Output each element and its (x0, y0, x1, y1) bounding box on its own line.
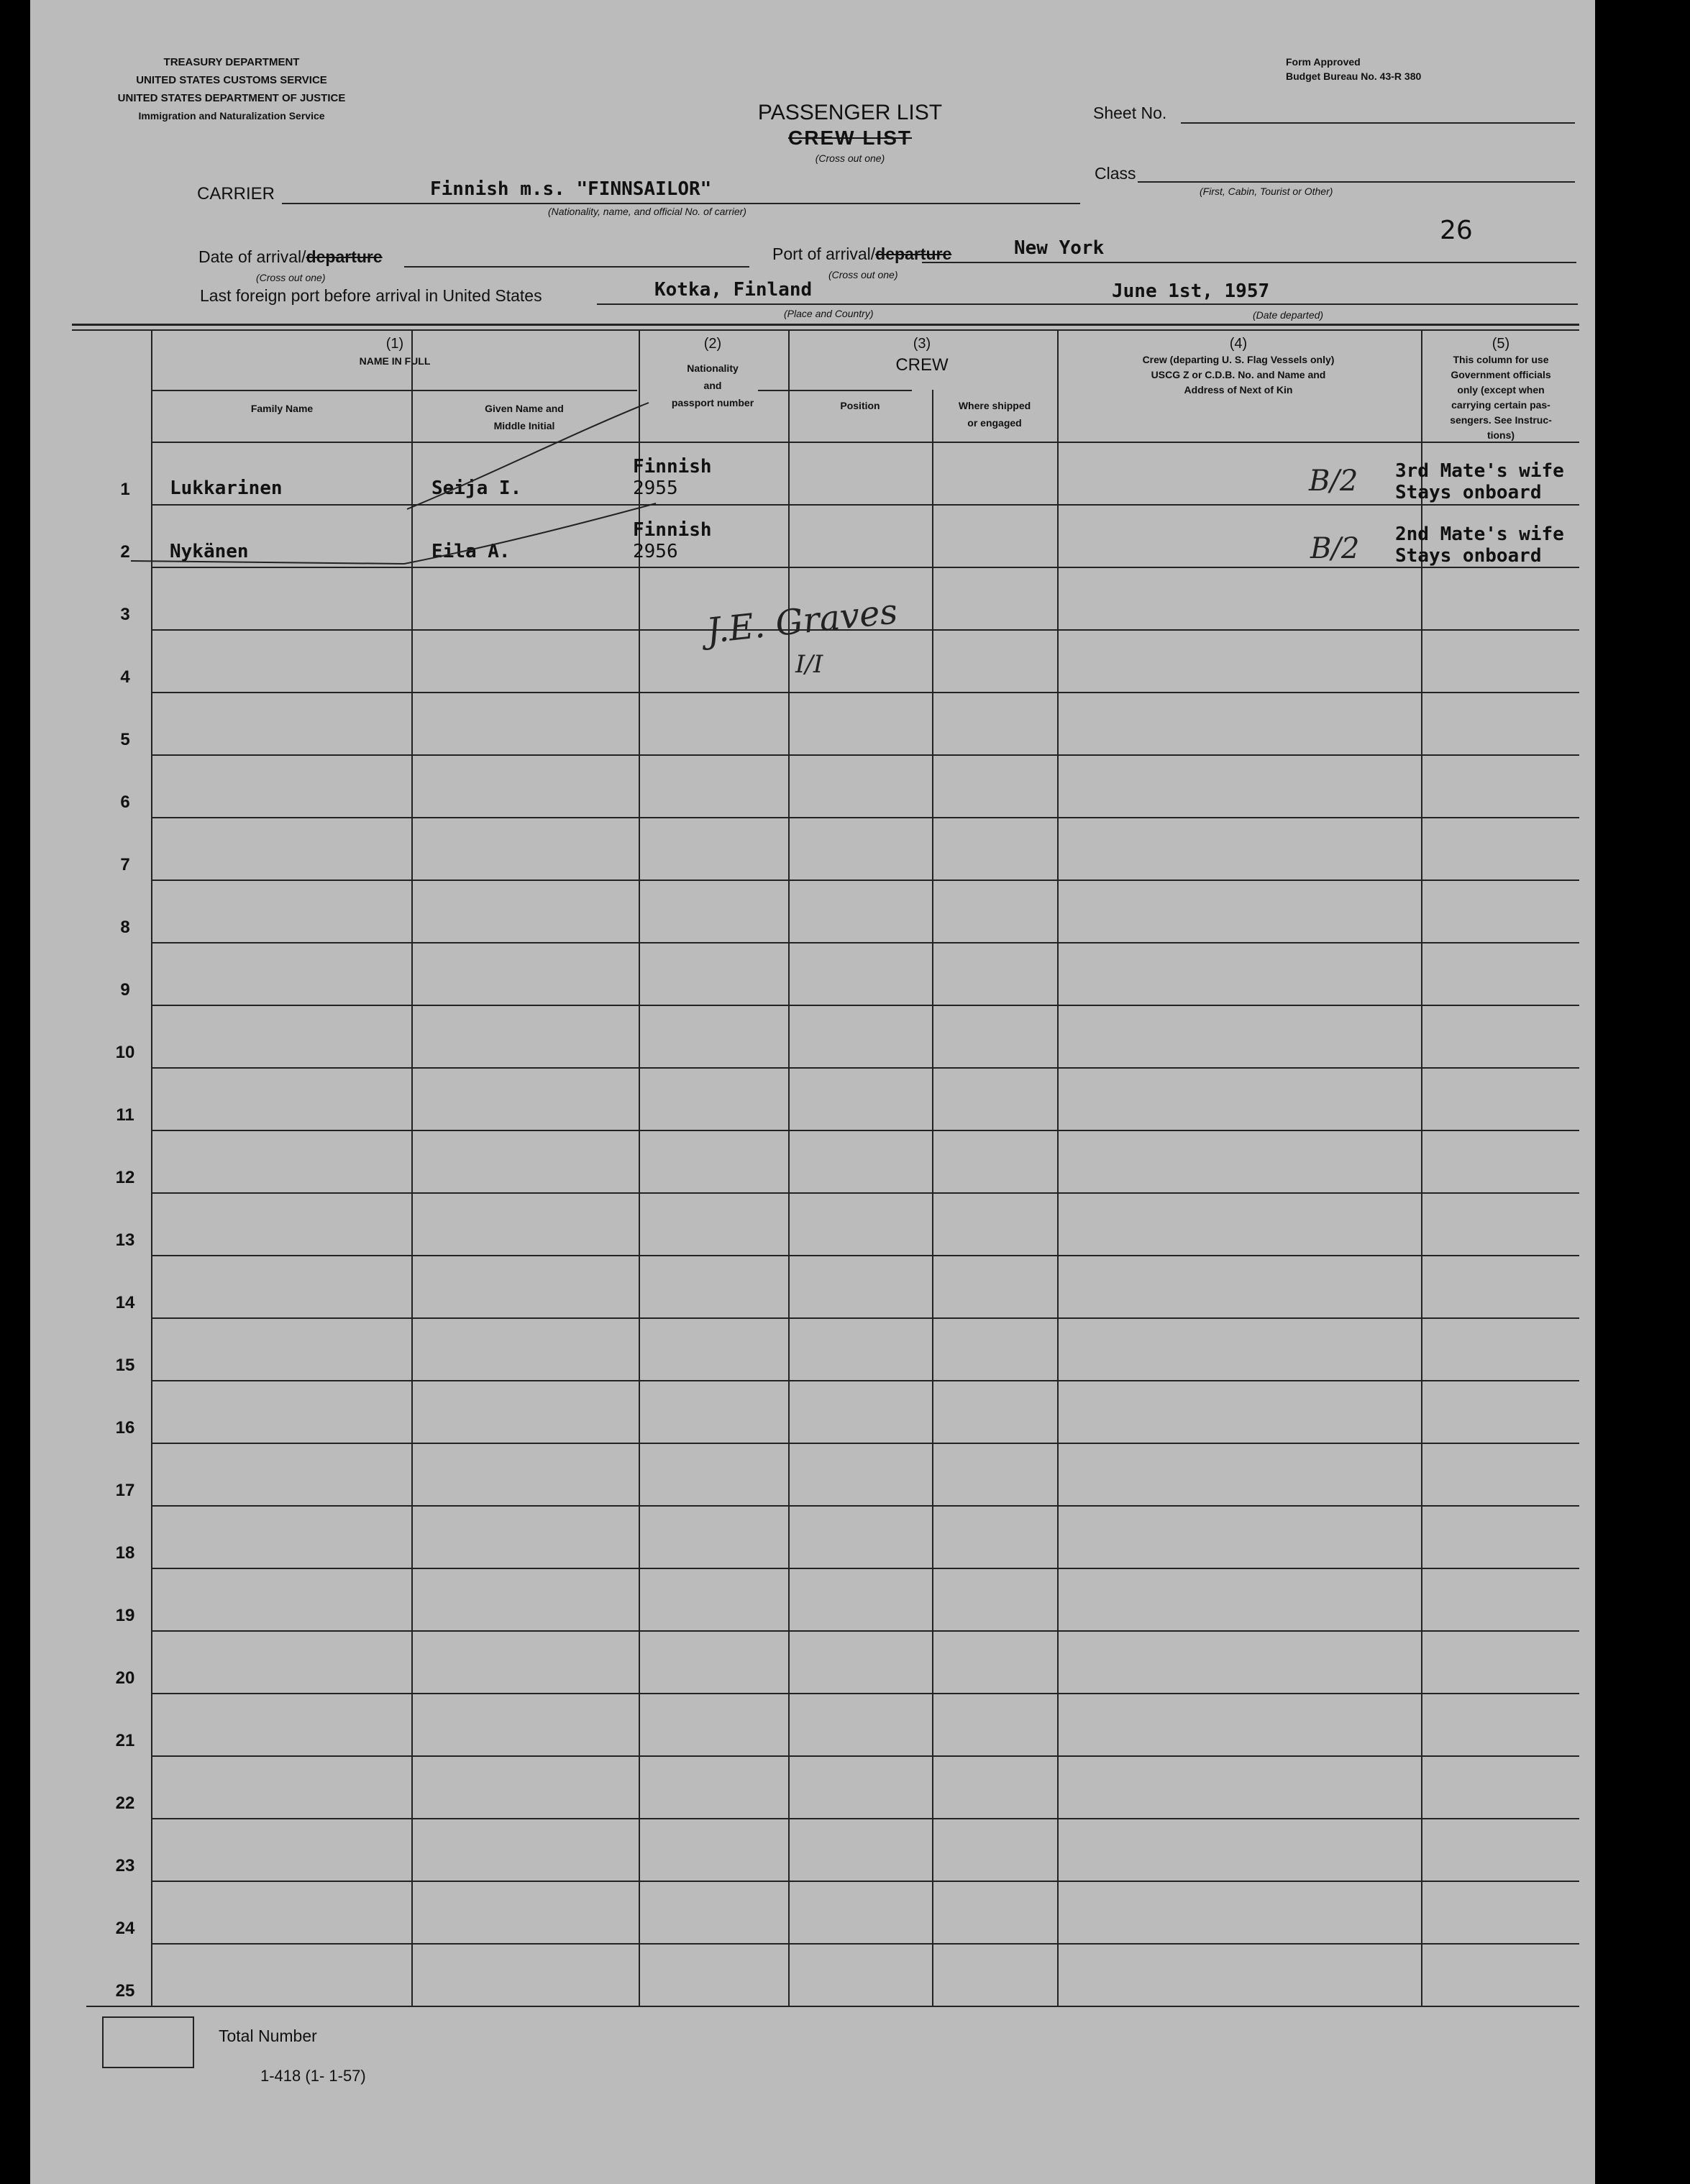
col4-l2: USCG Z or C.D.B. No. and Name and (1151, 369, 1326, 380)
last-port-value: Kotka, Finland (654, 279, 813, 301)
row1-note1: 3rd Mate's wife (1395, 460, 1564, 482)
initials: I/I (795, 650, 823, 679)
col2-l3: passport number (671, 397, 754, 408)
passenger-list-sheet (30, 0, 1595, 2184)
position-header: Position (840, 400, 880, 411)
row-number: 6 (120, 792, 130, 812)
date-departed-value: June 1st, 1957 (1112, 280, 1270, 302)
row-number: 21 (115, 1731, 135, 1750)
col5-l1: This column for use (1453, 354, 1549, 365)
port-value: New York (1014, 237, 1105, 259)
signature: J.E. Graves (704, 591, 900, 652)
family-header: Family Name (250, 403, 314, 414)
date-arrival-text: Date of arrival/ (198, 247, 306, 266)
class-label: Class (1095, 164, 1136, 183)
row1-nationality: Finnish (633, 456, 712, 478)
row-number: 3 (120, 605, 130, 624)
row-number: 15 (115, 1356, 135, 1375)
row-number: 4 (120, 667, 130, 687)
col1-title: NAME IN FULL (359, 355, 431, 367)
col4-l3: Address of Next of Kin (1184, 384, 1293, 396)
col2-l2: and (703, 380, 722, 391)
row-number: 22 (115, 1794, 135, 1813)
form-title: PASSENGER LIST (757, 101, 943, 124)
row1-family: Lukkarinen (170, 478, 283, 499)
carrier-caption: (Nationality, name, and official No. of carrier) (548, 206, 746, 217)
where-l1: Where shipped (958, 400, 1031, 411)
row2-given: Eila A. (431, 541, 511, 562)
row-number: 9 (120, 980, 130, 1000)
row-number: 7 (120, 855, 130, 874)
date-arrival-caption: (Cross out one) (256, 272, 326, 283)
row1-note2: Stays onboard (1395, 482, 1542, 503)
row-number: 2 (120, 542, 130, 562)
port-crossed: departure (875, 245, 952, 263)
date-arrival-crossed: departure (306, 247, 383, 266)
row2-passport: 2956 (633, 541, 678, 562)
row-number: 17 (115, 1481, 135, 1500)
row-number: 11 (116, 1105, 134, 1125)
row1-stroke (407, 403, 649, 509)
col5-num: (5) (1492, 336, 1510, 352)
agency-customs: UNITED STATES CUSTOMS SERVICE (136, 74, 327, 86)
row2-note2: Stays onboard (1395, 545, 1542, 567)
row-number: 18 (115, 1543, 135, 1563)
given-header-l1: Given Name and (485, 403, 564, 414)
col2-l1: Nationality (687, 362, 739, 374)
col4-l1: Crew (departing U. S. Flag Vessels only) (1142, 354, 1335, 365)
class-caption: (First, Cabin, Tourist or Other) (1200, 186, 1333, 197)
row-number: 23 (115, 1856, 135, 1875)
col5-l4: carrying certain pas- (1451, 399, 1550, 411)
row-number: 5 (120, 730, 130, 749)
row-number: 1 (120, 480, 130, 499)
row-number: 25 (115, 1981, 135, 2001)
form-approved: Form Approved (1286, 56, 1361, 68)
total-label: Total Number (219, 2027, 317, 2045)
col4-num: (4) (1229, 336, 1248, 352)
port-label-text: Port of arrival/ (772, 245, 876, 263)
row-number: 20 (115, 1668, 135, 1688)
row-number: 24 (115, 1919, 135, 1938)
col5-l2: Government officials (1451, 369, 1551, 380)
last-port-caption: (Place and Country) (784, 308, 874, 319)
row-number: 13 (115, 1230, 135, 1250)
row1-mark: B/2 (1309, 465, 1358, 498)
crossed-title: CREW LIST (788, 127, 912, 149)
row2-family: Nykänen (170, 541, 249, 562)
col5-l5: sengers. See Instruc- (1450, 414, 1552, 426)
row-number: 19 (115, 1606, 135, 1625)
budget-bureau: Budget Bureau No. 43-R 380 (1286, 70, 1422, 82)
pen-strokes (30, 0, 1595, 2184)
date-departed-caption: (Date departed) (1253, 309, 1324, 321)
row2-nationality: Finnish (633, 519, 712, 541)
col5-l3: only (except when (1457, 384, 1545, 396)
last-port-label: Last foreign port before arrival in United States (200, 286, 542, 305)
row-number: 16 (115, 1418, 135, 1438)
col3-num: (3) (913, 336, 931, 352)
row-number: 8 (120, 918, 130, 937)
given-header-l2: Middle Initial (493, 420, 555, 431)
total-box (102, 2016, 194, 2068)
where-l2: or engaged (967, 417, 1022, 429)
col3-title: CREW (895, 355, 949, 375)
col2-num: (2) (703, 336, 722, 352)
col1-num: (1) (385, 336, 404, 352)
row2-stroke (131, 503, 656, 564)
carrier-value: Finnish m.s. "FINNSAILOR" (430, 178, 712, 200)
row1-given: Seija I. (431, 478, 522, 499)
cross-out-caption: (Cross out one) (815, 152, 885, 164)
row2-mark: B/2 (1310, 532, 1360, 565)
agency-ins: Immigration and Naturalization Service (138, 110, 325, 122)
row-number: 12 (115, 1168, 135, 1187)
row-number: 10 (115, 1043, 135, 1062)
carrier-label: CARRIER (197, 184, 275, 204)
row1-passport: 2955 (633, 478, 678, 499)
port-caption: (Cross out one) (828, 269, 898, 280)
sheet-label: Sheet No. (1093, 104, 1167, 122)
row2-note1: 2nd Mate's wife (1395, 524, 1564, 545)
form-number: 1-418 (1- 1-57) (260, 2067, 366, 2085)
agency-treasury: TREASURY DEPARTMENT (163, 56, 300, 68)
col5-l6: tions) (1486, 429, 1515, 441)
sheet-number: 26 (1440, 216, 1473, 245)
agency-justice: UNITED STATES DEPARTMENT OF JUSTICE (117, 92, 346, 104)
row-number: 14 (115, 1293, 135, 1312)
